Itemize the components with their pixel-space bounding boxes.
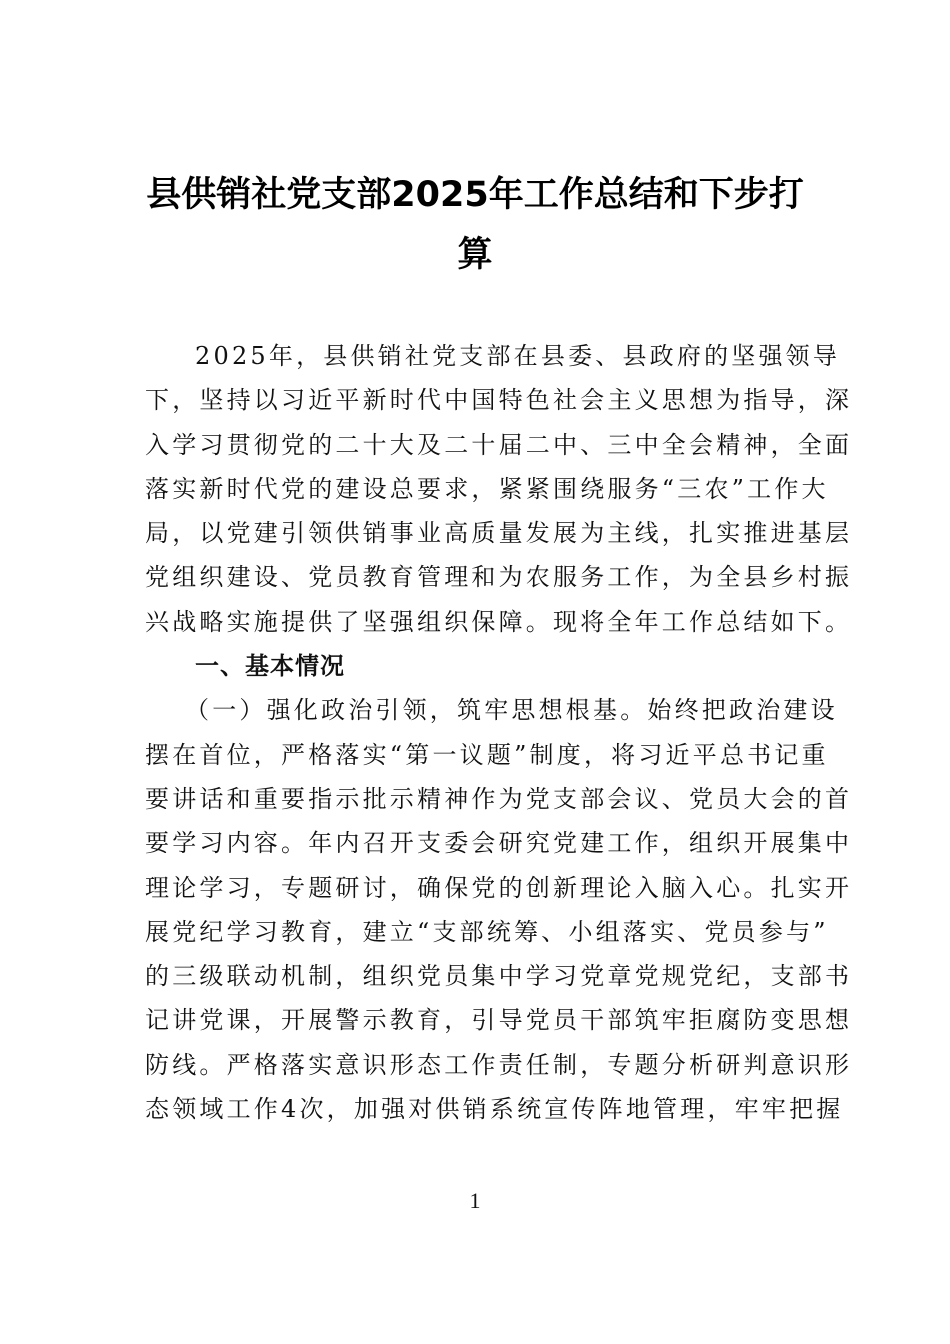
section1-paragraph-line: 摆在首位，严格落实“第一议题”制度，将习近平总书记重: [145, 740, 829, 769]
document-body: [145, 334, 853, 1131]
document-title: [145, 165, 805, 285]
page-number: 1: [469, 1188, 481, 1213]
section1-paragraph-line: 记讲党课，开展警示教育，引导党员干部筑牢拒腐防变思想: [145, 1006, 853, 1035]
title-line-2: 算: [457, 235, 493, 275]
intro-paragraph-line: 入学习贯彻党的二十大及二十届二中、三中全会精神，全面: [145, 430, 853, 459]
section1-paragraph-line: 要讲话和重要指示批示精神作为党支部会议、党员大会的首: [145, 784, 853, 813]
section1-paragraph-line: （一）强化政治引领，筑牢思想根基。始终把政治建设: [185, 696, 838, 725]
intro-paragraph-line: 局，以党建引领供销事业高质量发展为主线，扎实推进基层: [145, 519, 853, 548]
section1-paragraph-line: 的三级联动机制，组织党员集中学习党章党规党纪，支部书: [145, 962, 853, 991]
section1-paragraph-line: 要学习内容。年内召开支委会研究党建工作，组织开展集中: [145, 829, 853, 858]
intro-paragraph-line: 下，坚持以习近平新时代中国特色社会主义思想为指导，深: [145, 386, 853, 415]
section1-paragraph-line: 防线。严格落实意识形态工作责任制，专题分析研判意识形: [145, 1050, 853, 1079]
section1-paragraph-line: 理论学习，专题研讨，确保党的创新理论入脑入心。扎实开: [145, 873, 853, 902]
title-line-1: 县供销社党支部2025年工作总结和下步打: [146, 175, 804, 215]
intro-paragraph-line: 落实新时代党的建设总要求，紧紧围绕服务“三农”工作大: [145, 474, 829, 503]
section1-paragraph-line: 态领域工作4次，加强对供销系统宣传阵地管理，牢牢把握: [145, 1095, 844, 1124]
intro-paragraph-line: 兴战略实施提供了坚强组织保障。现将全年工作总结如下。: [145, 607, 853, 636]
intro-paragraph-line: 2025年，县供销社党支部在县委、县政府的坚强领导: [195, 342, 841, 370]
section-heading: 一、基本情况: [195, 652, 345, 681]
section1-paragraph-line: 展党纪学习教育，建立“支部统筹、小组落实、党员参与”: [145, 917, 829, 946]
intro-paragraph-line: 党组织建设、党员教育管理和为农服务工作，为全县乡村振: [145, 563, 853, 592]
